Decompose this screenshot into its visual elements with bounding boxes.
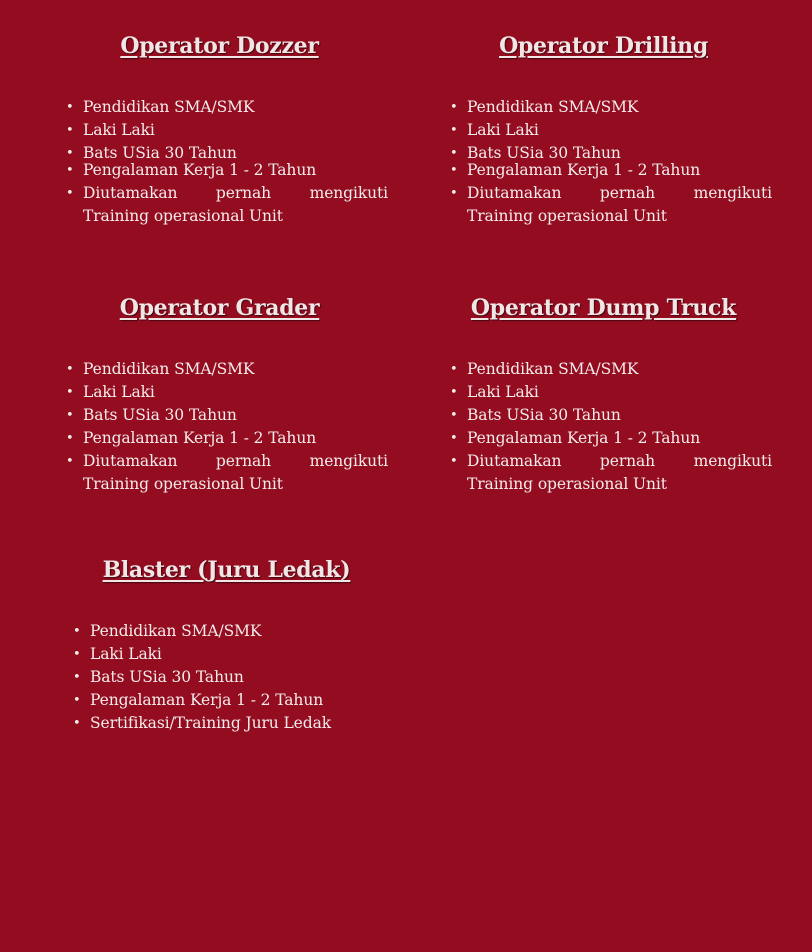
requirements-list	[450, 96, 772, 228]
list-item: • Diutamakan pernah mengikuti Training operasional Unit	[450, 450, 772, 496]
list-item: • Pendidikan SMA/SMK	[450, 358, 772, 381]
section-title: Operator Dozzer	[120, 33, 319, 59]
list-item: • Pengalaman Kerja 1 - 2 Tahun	[73, 689, 395, 712]
list-item: • Pengalaman Kerja 1 - 2 Tahun	[450, 427, 772, 450]
requirements-list	[66, 358, 388, 496]
list-item: • Bats USia 30 Tahun	[73, 666, 395, 689]
list-item: • Laki Laki	[73, 643, 395, 666]
list-item: • Diutamakan pernah mengikuti Training operasional Unit	[66, 182, 388, 228]
list-item: • Laki Laki	[66, 381, 388, 404]
list-item-text: • Bats USia 30 Tahun	[467, 144, 621, 159]
section-title: Operator Drilling	[499, 33, 708, 59]
requirements-list	[73, 620, 395, 735]
section-operator-grader	[66, 295, 388, 505]
section-title: Operator Grader	[119, 295, 320, 321]
requirements-list	[66, 96, 388, 228]
list-item: • Pendidikan SMA/SMK	[450, 96, 772, 119]
list-item: • Pendidikan SMA/SMK	[73, 620, 395, 643]
section-operator-drilling	[450, 33, 772, 243]
list-item: • Bats USia 30 Tahun	[450, 404, 772, 427]
list-item	[450, 142, 772, 159]
section-title: Operator Dump Truck	[470, 295, 737, 321]
list-item: • Diutamakan pernah mengikuti Training operasional Unit	[450, 182, 772, 228]
list-item: • Sertifikasi/Training Juru Ledak	[73, 712, 395, 735]
list-item	[66, 142, 388, 159]
section-blaster	[73, 557, 395, 757]
list-item: • Pengalaman Kerja 1 - 2 Tahun	[66, 427, 388, 450]
list-item-text: • Bats USia 30 Tahun	[83, 144, 237, 159]
list-item: • Diutamakan pernah mengikuti Training operasional Unit	[66, 450, 388, 496]
section-operator-dozzer	[66, 33, 388, 243]
requirements-list	[450, 358, 772, 496]
list-item: • Pendidikan SMA/SMK	[66, 96, 388, 119]
section-operator-dump-truck	[450, 295, 772, 505]
list-item: • Laki Laki	[66, 119, 388, 142]
list-item: • Pengalaman Kerja 1 - 2 Tahun	[66, 159, 388, 182]
list-item: • Pendidikan SMA/SMK	[66, 358, 388, 381]
section-title: Blaster (Juru Ledak)	[102, 557, 351, 583]
list-item: • Bats USia 30 Tahun	[66, 404, 388, 427]
list-item: • Laki Laki	[450, 381, 772, 404]
list-item: • Pengalaman Kerja 1 - 2 Tahun	[450, 159, 772, 182]
list-item: • Laki Laki	[450, 119, 772, 142]
